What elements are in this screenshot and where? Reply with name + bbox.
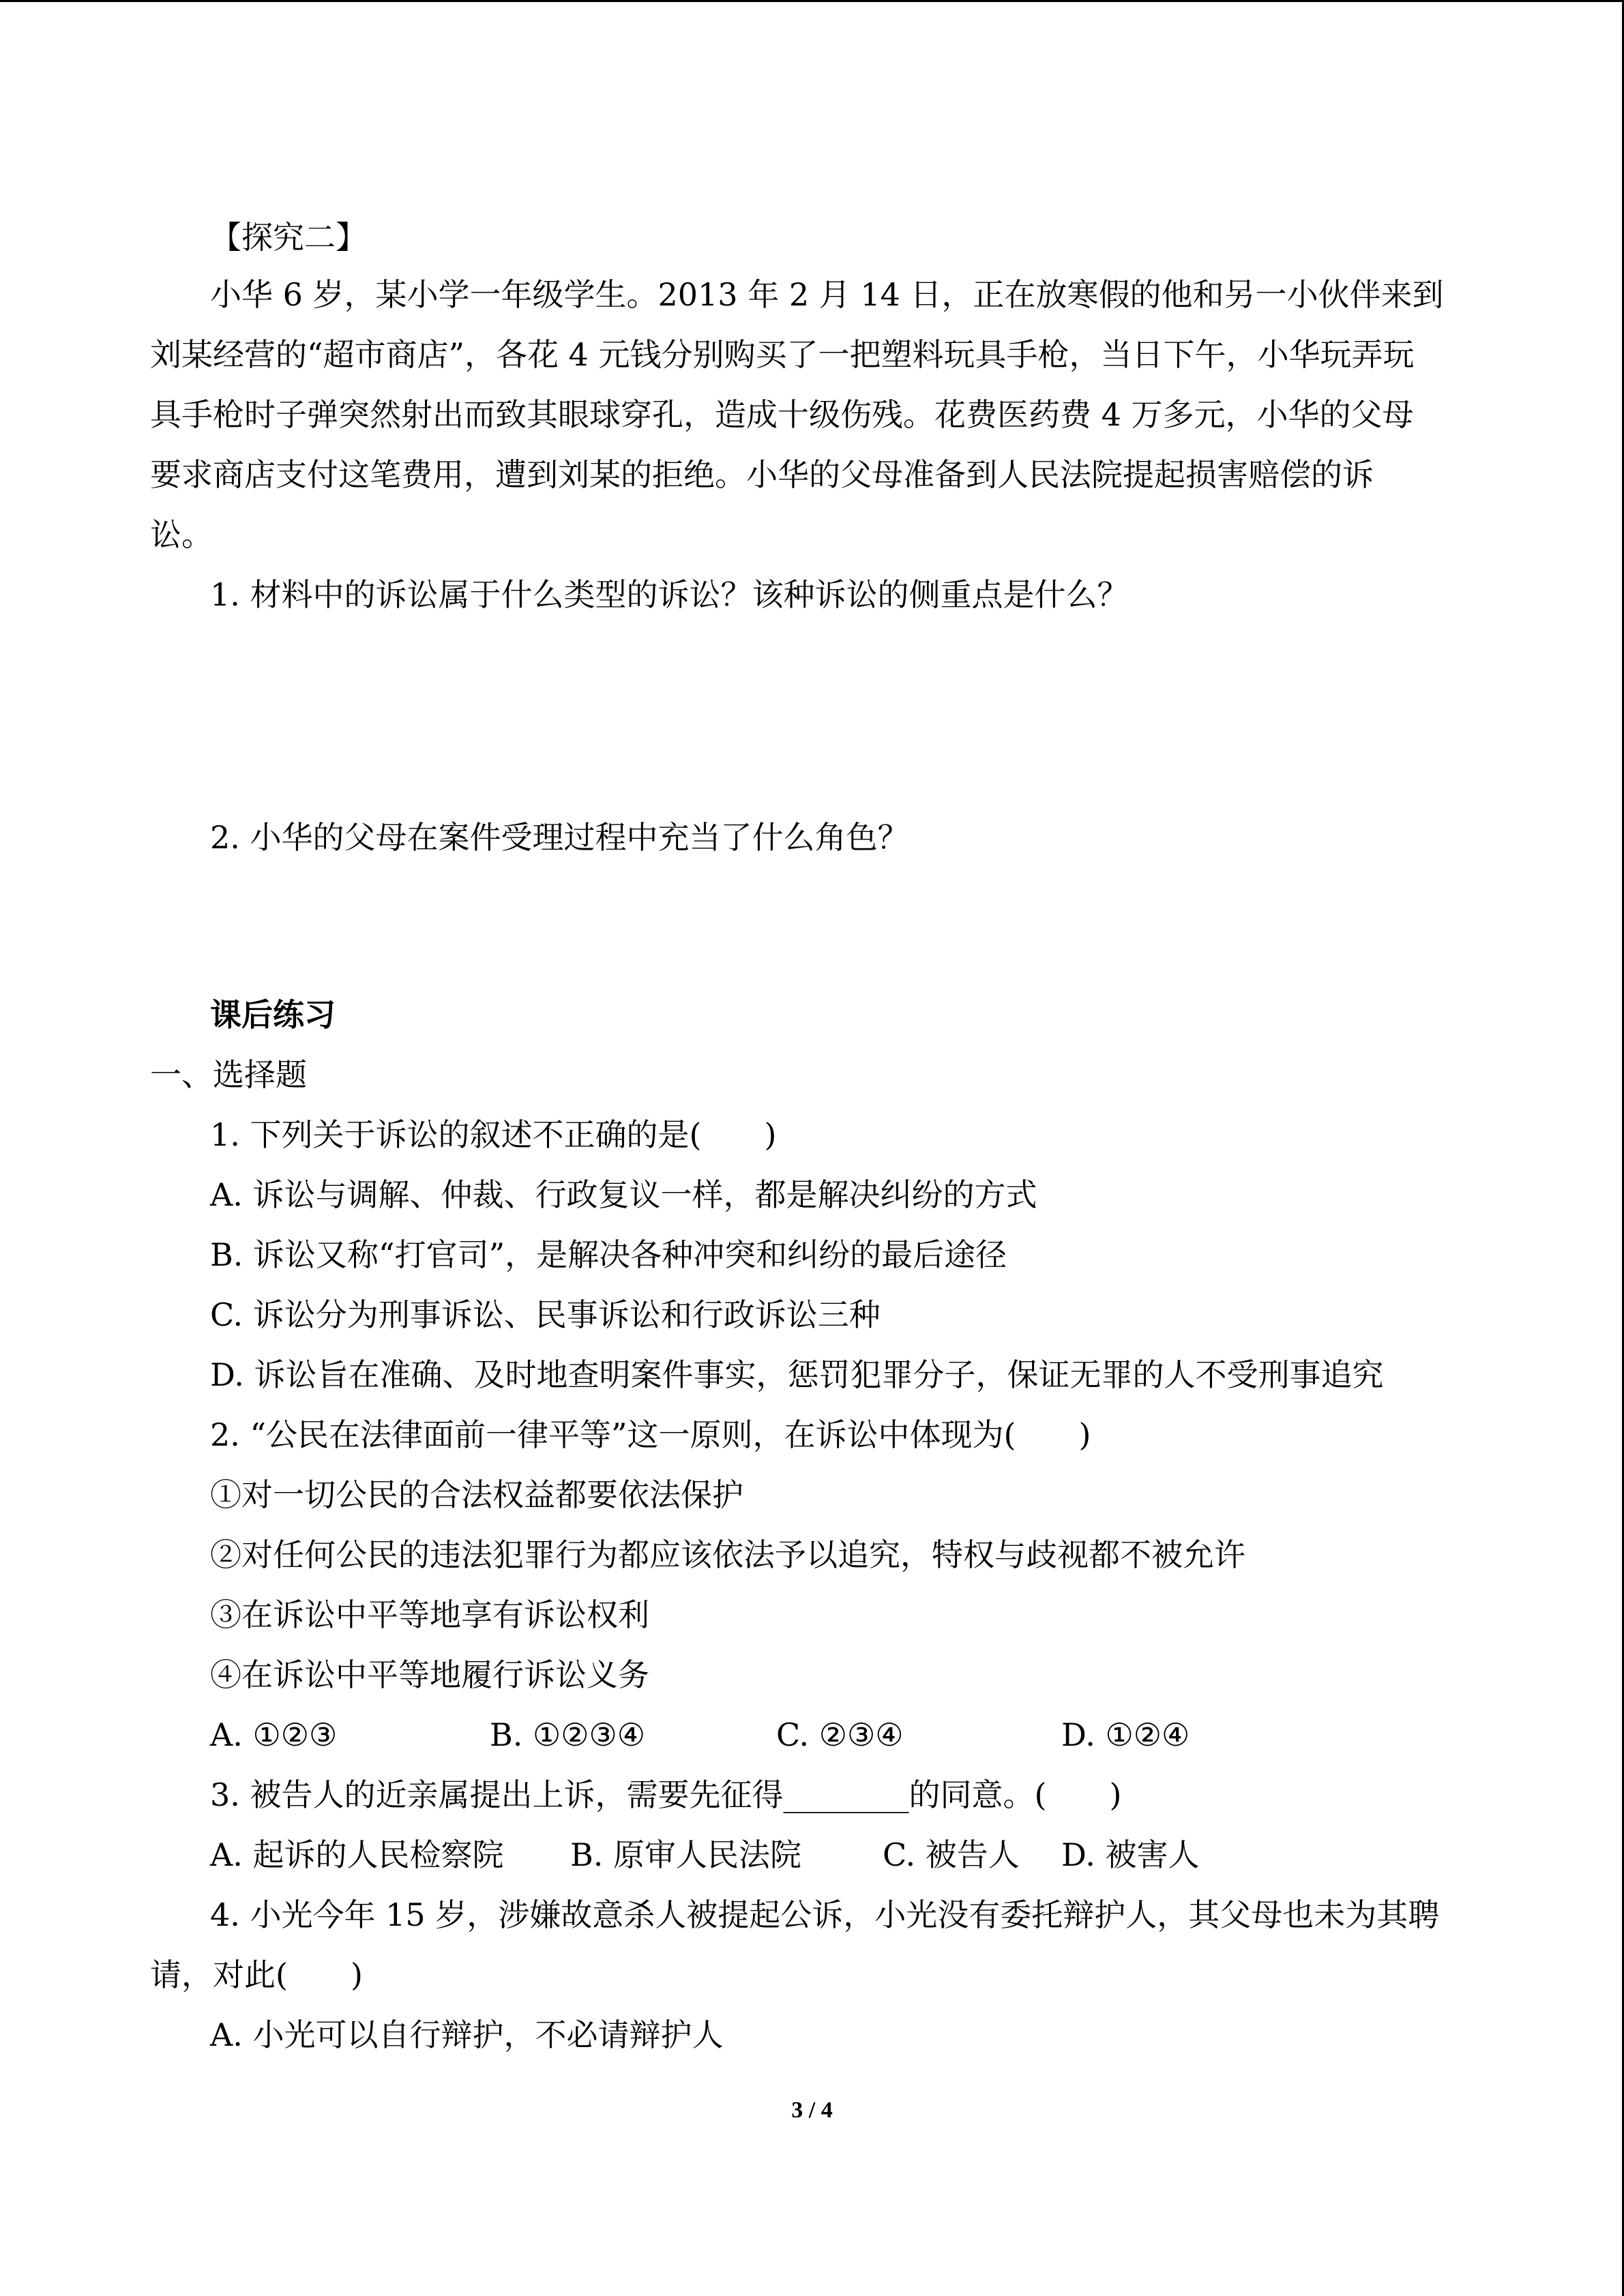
- section-title: 【探究二】: [210, 219, 367, 256]
- q2-item: ③在诉讼中平等地享有诉讼权利: [210, 1596, 649, 1633]
- q1-option-b: B. 诉讼又称“打官司”，是解决各种冲突和纠纷的最后途径: [210, 1236, 1007, 1273]
- q1-option-c: C. 诉讼分为刑事诉讼、民事诉讼和行政诉讼三种: [210, 1296, 881, 1333]
- q2-item: ①对一切公民的合法权益都要依法保护: [210, 1476, 743, 1513]
- q2-item: ②对任何公民的违法犯罪行为都应该依法予以追究，特权与歧视都不被允许: [210, 1536, 1245, 1573]
- q3-option-d: D. 被害人: [1061, 1836, 1200, 1873]
- q2-item: ④在诉讼中平等地履行诉讼义务: [210, 1656, 649, 1693]
- q2-option-b: B. ①②③④: [490, 1716, 646, 1753]
- case-line: 小华 6 岁，某小学一年级学生。2013 年 2 月 14 日，正在放寒假的他和另一小伙伴来到: [210, 276, 1444, 313]
- question-2: 2. 小华的父母在案件受理过程中充当了什么角色？: [210, 819, 909, 856]
- case-line: 讼。: [150, 516, 213, 553]
- q4-stem: 4. 小光今年 15 岁，涉嫌故意杀人被提起公诉，小光没有委托辩护人，其父母也未为其聘: [210, 1896, 1440, 1933]
- q1-stem: 1. 下列关于诉讼的叙述不正确的是( ): [210, 1116, 777, 1153]
- q3-stem: 3. 被告人的近亲属提出上诉，需要先征得________的同意。( ): [210, 1776, 1122, 1813]
- q3-option-c: C. 被告人: [883, 1836, 1020, 1873]
- case-line: 要求商店支付这笔费用，遭到刘某的拒绝。小华的父母准备到人民法院提起损害赔偿的诉: [150, 456, 1374, 493]
- q2-stem: 2. “公民在法律面前一律平等”这一原则，在诉讼中体现为( ): [210, 1416, 1091, 1453]
- q3-option-a: A. 起诉的人民检察院: [210, 1836, 504, 1873]
- q2-option-c: C. ②③④: [776, 1716, 904, 1753]
- q2-option-d: D. ①②④: [1061, 1716, 1190, 1753]
- q1-option-a: A. 诉讼与调解、仲裁、行政复议一样，都是解决纠纷的方式: [210, 1176, 1037, 1213]
- part-title: 一、选择题: [150, 1056, 307, 1093]
- case-line: 具手枪时子弹突然射出而致其眼球穿孔，造成十级伤残。花费医药费 4 万多元，小华的父母: [150, 396, 1414, 433]
- case-line: 刘某经营的“超市商店”，各花 4 元钱分别购买了一把塑料玩具手枪，当日下午，小华玩弄玩: [150, 336, 1415, 373]
- q4-stem: 请，对此( ): [150, 1956, 363, 1993]
- q4-option-a: A. 小光可以自行辩护，不必请辩护人: [210, 2016, 724, 2053]
- page-number: 3 / 4: [791, 2098, 833, 2123]
- q3-option-b: B. 原审人民法院: [570, 1836, 802, 1873]
- q1-option-d: D. 诉讼旨在准确、及时地查明案件事实，惩罚犯罪分子，保证无罪的人不受刑事追究: [210, 1356, 1384, 1393]
- question-1: 1. 材料中的诉讼属于什么类型的诉讼？该种诉讼的侧重点是什么？: [210, 576, 1129, 613]
- q2-option-a: A. ①②③: [210, 1716, 338, 1753]
- practice-title: 课后练习: [210, 996, 336, 1033]
